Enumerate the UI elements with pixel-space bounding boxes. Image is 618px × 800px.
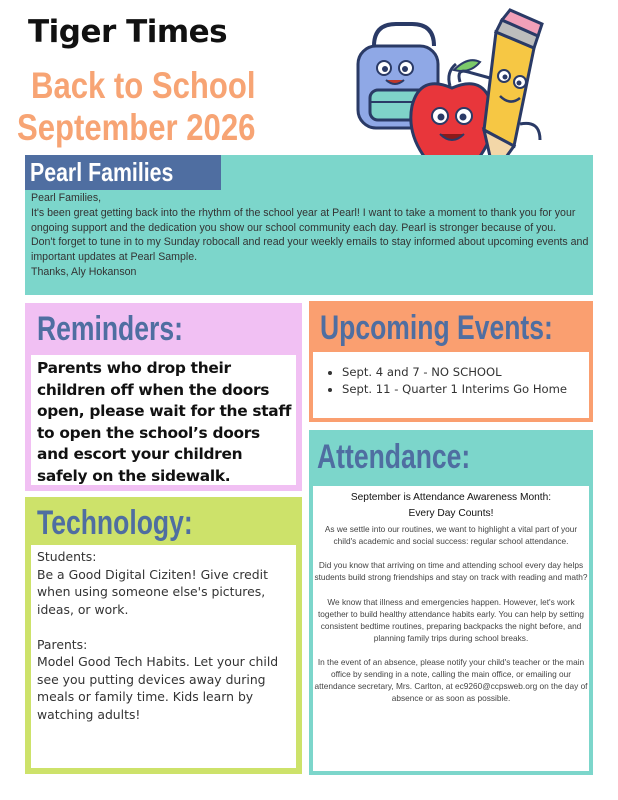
attendance-paragraph: Did you know that arriving on time and attending school every day helps students build strong friendships and stay on track with reading and math? <box>314 560 588 583</box>
parents-label: Parents: <box>37 636 88 652</box>
students-text: Be a Good Digital Ciziten! Give credit when using someone else's pictures, ideas, or work. <box>37 566 268 617</box>
attendance-paragraph: As we settle into our routines, we want to highlight a vital part of your child's academic and social success: regular school attendance. <box>324 524 578 547</box>
attendance-paragraph: In the event of an absence, please notify your child's teacher or the main office by sending in a note, calling the main office, or emailing our attendance secretary, Mrs. Carlton, at ec9260@ccpsweb.org on the day of absence or as soon as possible. <box>314 657 588 704</box>
attendance-paragraph: We know that illness and emergencies happen. However, let's work together to build healthy attendance habits early. You can help by setting consistent bedtime routines, preparing backpacks the night before, and planning family trips during school breaks. <box>318 596 584 643</box>
pearl-families-title: Pearl Families <box>25 155 221 190</box>
pearl-families-letter <box>31 191 589 280</box>
letter-signature: Thanks, Aly Hokanson <box>31 265 137 278</box>
parents-text: Model Good Tech Habits. Let your child see you putting devices away during meals or family time. Kids learn by watching adults! <box>37 654 279 722</box>
reminders-title: Reminders: <box>37 310 183 348</box>
letter-paragraph: It's been great getting back into the rhythm of the school year at Pearl! I want to take a moment to thank you for your ongoing support and the dedication you show our school community each day. Pearl is stronger because of you. <box>31 206 576 234</box>
letter-greeting: Pearl Families, <box>31 192 102 204</box>
students-label: Students: <box>37 549 97 564</box>
letter-paragraph: Don't forget to tune in to my Sunday robocall and read your weekly emails to stay informed about upcoming events and important updates at Pearl Sample. <box>31 236 589 264</box>
attendance-title: Attendance: <box>317 438 471 476</box>
technology-title: Technology: <box>37 504 193 542</box>
hero-title-line1: Back to School <box>31 65 256 106</box>
attendance-heading: September is Attendance Awareness Month: Every Day Counts! <box>350 492 552 519</box>
attendance-text <box>313 490 589 717</box>
hero-title-line2: September 2026 <box>17 107 256 148</box>
newsletter-brand: Tiger Times <box>28 14 228 50</box>
technology-text <box>37 548 292 723</box>
events-list <box>316 364 586 398</box>
upcoming-events-title: Upcoming Events: <box>320 309 553 347</box>
event-item: • Sept. 4 and 7 - NO SCHOOL <box>342 364 586 381</box>
event-item: • Sept. 11 - Quarter 1 Interims Go Home <box>342 381 586 398</box>
reminders-text: Parents who drop their children off when the doors open, please wait for the staff to open the school’s doors and escort your children safely on the sidewalk. <box>37 359 292 485</box>
